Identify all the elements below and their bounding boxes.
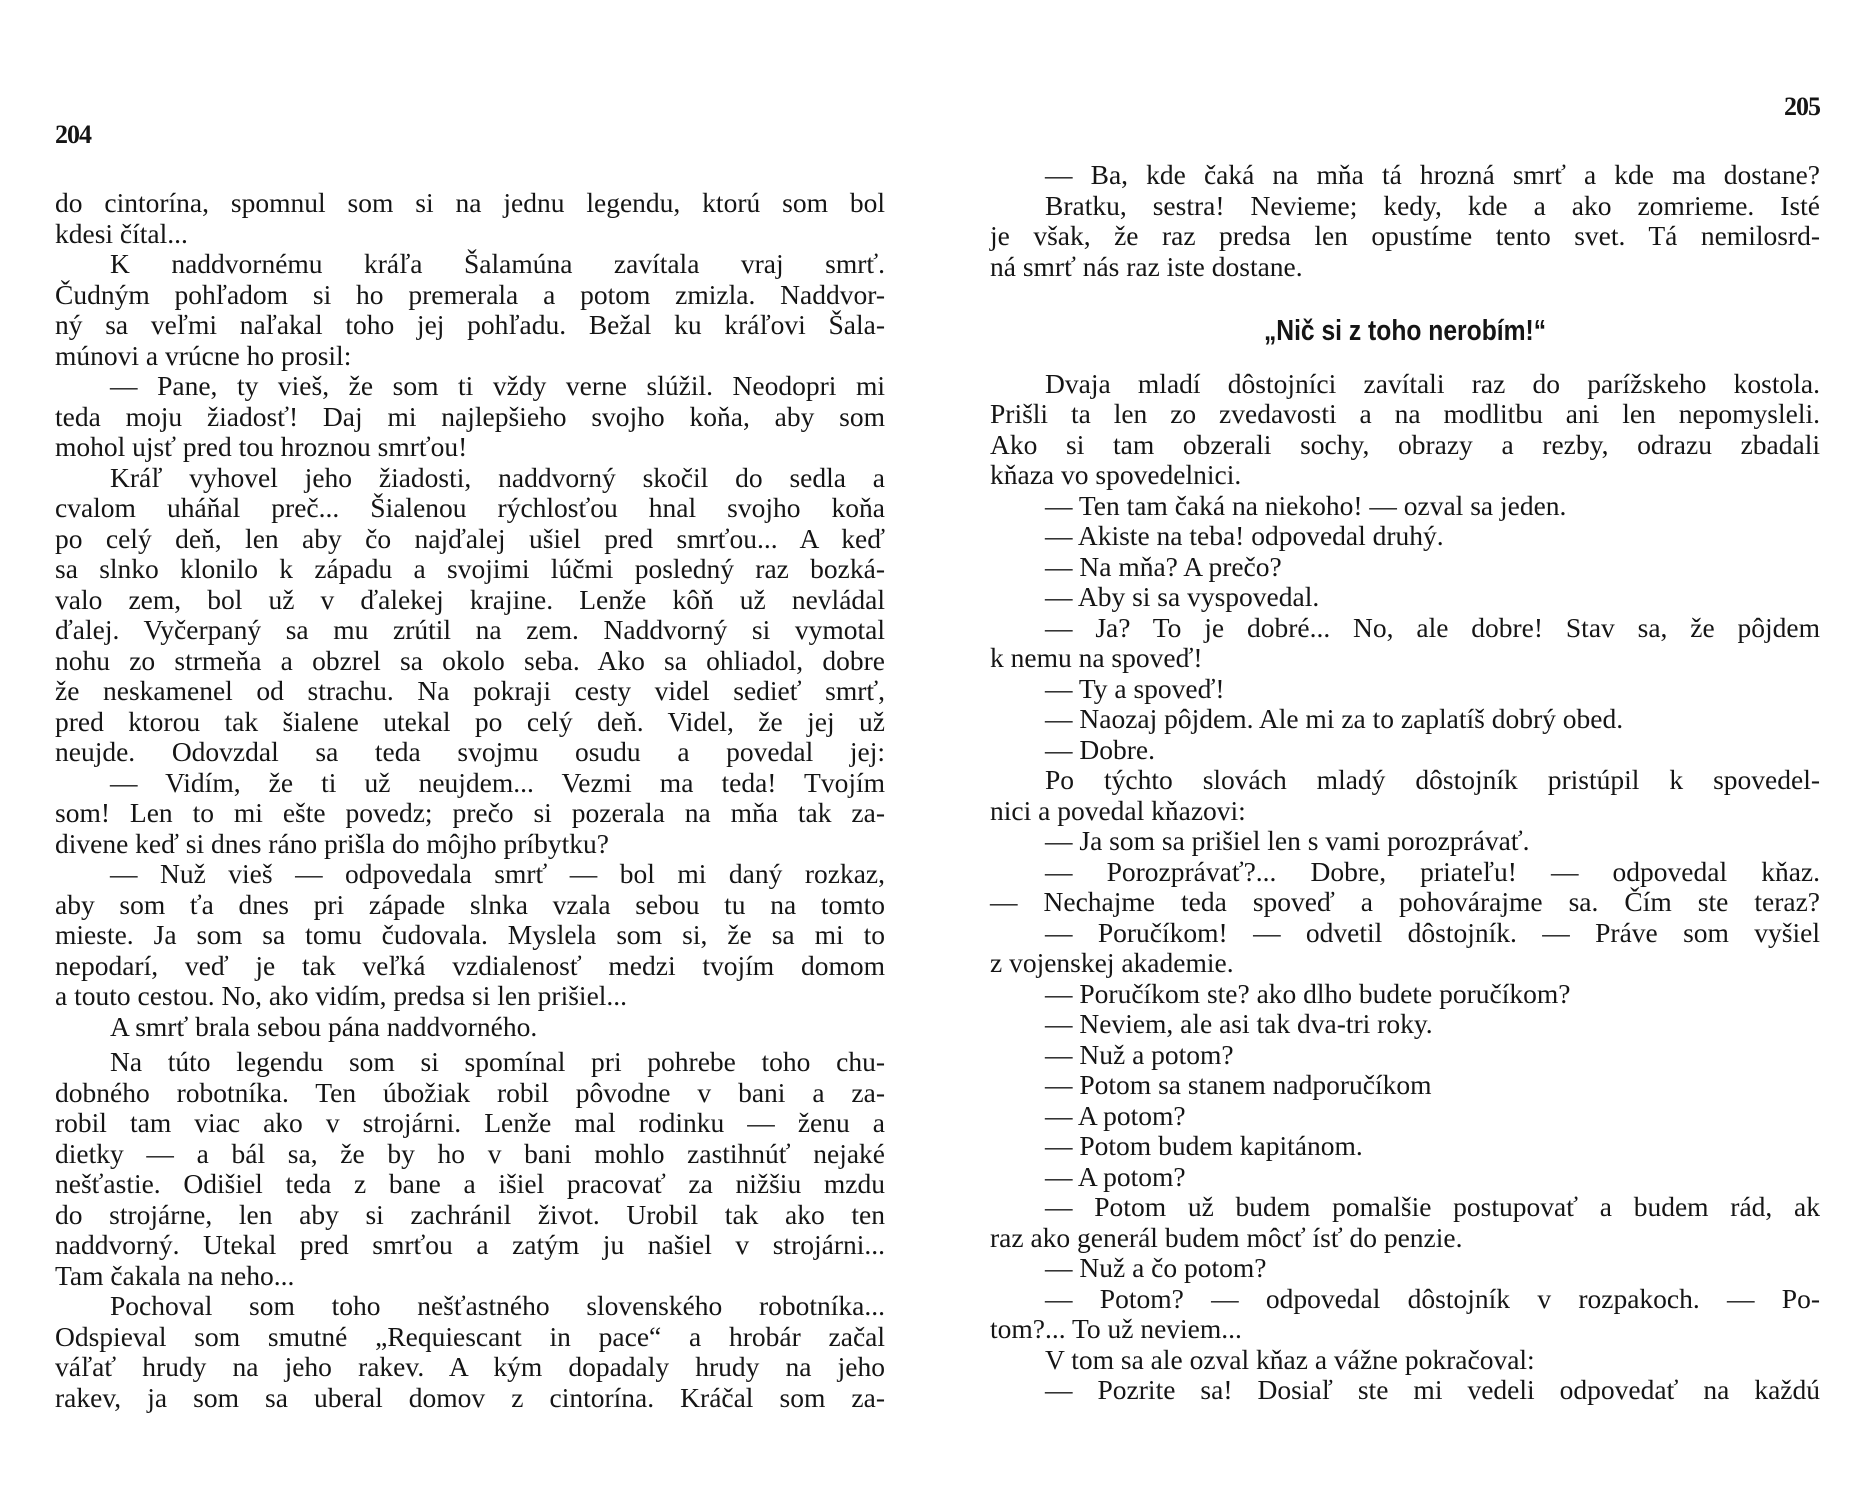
text-line: Bratku, sestra! Nevieme; kedy, kde a ako zomrieme. Isté: [1045, 189, 1820, 221]
text-line: divene keď si dnes ráno prišla do môjho príbytku?: [55, 827, 609, 859]
text-line: — Naozaj pôjdem. Ale mi za to zaplatíš dobrý obed.: [1045, 703, 1624, 734]
text-line: pred ktorou tak šialene utekal po celý deň. Videl, že jej už: [55, 705, 885, 737]
text-line: — Potom sa stanem nadporučíkom: [1045, 1069, 1432, 1100]
text-line: — Potom už budem pomalšie postupovať a budem rád, ak: [1045, 1191, 1820, 1222]
text-line: teda moju žiadosť! Daj mi najlepšieho svojho koňa, aby som: [55, 400, 885, 432]
text-line: — Akiste na teba! odpovedal druhý.: [1045, 520, 1444, 551]
text-line: A smrť brala sebou pána naddvorného.: [110, 1010, 538, 1042]
text-line: — Potom? — odpovedal dôstojník v rozpakoch. — Po-: [1045, 1282, 1820, 1314]
text-line: — Ba, kde čaká na mňa tá hrozná smrť a kde ma dostane?: [1045, 159, 1820, 190]
text-line: — Dobre.: [1045, 733, 1155, 765]
text-line: — Poručíkom ste? ako dlho budete poručíkom?: [1045, 977, 1571, 1009]
text-line: z vojenskej akademie.: [990, 947, 1234, 978]
text-line: — Nuž vieš — odpovedala smrť — bol mi daný rozkaz,: [110, 858, 885, 889]
text-line: V tom sa ale ozval kňaz a vážne pokračoval:: [1045, 1343, 1535, 1375]
text-line: K naddvornému kráľa Šalamúna zavítala vraj smrť.: [110, 248, 885, 279]
text-line: dobného robotníka. Ten úbožiak robil pôvodne v bani a za-: [55, 1076, 885, 1108]
text-line: do cintorína, spomnul som si na jednu legendu, ktorú som bol: [55, 187, 885, 218]
text-line: naddvorný. Utekal pred smrťou a zatým ju našiel v strojárni...: [55, 1229, 885, 1260]
story-body: [990, 369, 1820, 1406]
text-line: robil tam viac ako v strojárni. Lenže mal rodinku — ženu a: [55, 1107, 885, 1138]
text-line: — A potom?: [1045, 1160, 1186, 1192]
text-line: Odspieval som smutné „Requiescant in pace“ a hrobár začal: [55, 1320, 885, 1352]
text-line: — Ja som sa prišiel len s vami porozprávať.: [1045, 825, 1530, 856]
left-page-text: [55, 188, 885, 1413]
text-line: že neskamenel od strachu. Na pokraji cesty videl sedieť smrť,: [55, 675, 885, 706]
text-line: po celý deň, len aby čo najďalej ušiel pred smrťou... A keď: [55, 522, 885, 554]
text-line: mohol ujsť pred tou hroznou smrťou!: [55, 431, 468, 462]
page-number: 205: [1784, 92, 1820, 121]
text-line: nohu zo strmeňa a obzrel sa okolo seba. Ako sa ohliadol, dobre: [55, 644, 885, 676]
text-line: múnovi a vrúcne ho prosil:: [55, 339, 352, 371]
text-line: kdesi čítal...: [55, 217, 188, 249]
text-line: — Ten tam čaká na niekoho! — ozval sa jeden.: [1045, 489, 1567, 521]
text-line: Po týchto slovách mladý dôstojník pristúpil k spovedel-: [1045, 764, 1820, 795]
text-line: som! Len to mi ešte povedz; prečo si pozerala na mňa tak za-: [55, 797, 885, 828]
text-line: ďalej. Vyčerpaný sa mu zrútil na zem. Naddvorný si vymotal: [55, 614, 885, 645]
text-line: Čudným pohľadom si ho premerala a potom zmizla. Naddvor-: [55, 278, 885, 310]
text-line: váľať hrudy na jeho rakev. A kým dopadaly hrudy na jeho: [55, 1351, 885, 1382]
text-line: — Poručíkom! — odvetil dôstojník. — Práve som vyšiel: [1045, 916, 1820, 948]
text-line: tom?... To už neviem...: [990, 1313, 1242, 1344]
text-line: Tam čakala na neho...: [55, 1259, 295, 1291]
text-line: k nemu na spoveď!: [990, 642, 1203, 673]
text-line: mieste. Ja som sa tomu čudovala. Myslela som si, že sa mi to: [55, 919, 885, 950]
text-line: dietky — a bál sa, že by ho v bani mohlo zastihnúť nejaké: [55, 1137, 885, 1169]
text-line: cvalom uháňal preč... Šialenou rýchlosťou hnal svojho koňa: [55, 492, 885, 523]
text-line: Na túto legendu som si spomínal pri pohrebe toho chu-: [110, 1046, 885, 1077]
text-line: — Nuž a čo potom?: [1045, 1252, 1267, 1283]
chapter-heading: „Nič si z toho nerobím!“: [1263, 315, 1547, 347]
text-line: — Nuž a potom?: [1045, 1038, 1234, 1070]
text-line: nici a povedal kňazovi:: [990, 794, 1246, 826]
page-number: 204: [55, 120, 91, 149]
text-line: valo zem, bol už v ďalekej krajine. Lenže kôň už nevládal: [55, 583, 885, 615]
text-line: — Pane, ty vieš, že som ti vždy verne slúžil. Neodopri mi: [110, 370, 885, 401]
text-line: — Ty a spoveď!: [1045, 672, 1225, 704]
text-line: — Porozprávať?... Dobre, priateľu! — odpovedal kňaz.: [1045, 855, 1820, 887]
text-line: ná smrť nás raz iste dostane.: [990, 250, 1303, 282]
text-line: raz ako generál budem môcť ísť do penzie.: [990, 1221, 1463, 1253]
text-line: — Pozrite sa! Dosiaľ ste mi vedeli odpovedať na každú: [1045, 1374, 1820, 1405]
text-line: rakev, ja som sa uberal domov z cintorína. Kráčal som za-: [55, 1381, 885, 1413]
text-line: sa slnko klonilo k západu a svojimi lúčmi posledný raz bozká-: [55, 553, 885, 584]
text-line: — Ja? To je dobré... No, ale dobre! Stav sa, že pôjdem: [1045, 611, 1820, 643]
story-ending-paragraph: [990, 160, 1820, 282]
text-line: Ako si tam obzerali sochy, obrazy a rezby, odrazu zbadali: [990, 428, 1820, 460]
text-line: aby som ťa dnes pri západe slnka vzala sebou tu na tomto: [55, 888, 885, 920]
text-line: Dvaja mladí dôstojníci zavítali raz do parížskeho kostola.: [1045, 367, 1820, 399]
text-line: — Nechajme teda spoveď a pohovárajme sa. Čím ste teraz?: [990, 886, 1820, 917]
text-line: Prišli ta len zo zvedavosti a na modlitbu ani len nepomysleli.: [990, 398, 1820, 429]
right-page-text: [990, 160, 1820, 1406]
text-line: je však, že raz predsa len opustíme tento svet. Tá nemilosrd-: [990, 220, 1820, 251]
text-line: a touto cestou. No, ako vidím, predsa si len prišiel...: [55, 980, 628, 1011]
text-line: — Vidím, že ti už neujdem... Vezmi ma teda! Tvojím: [110, 766, 885, 798]
text-line: nepodarí, veď je tak veľká vzdialenosť medzi tvojím domom: [55, 949, 885, 981]
text-line: — Na mňa? A prečo?: [1045, 550, 1282, 582]
text-line: Pochoval som toho nešťastného slovenského robotníka...: [110, 1290, 885, 1321]
text-line: — Aby si sa vyspovedal.: [1045, 581, 1320, 612]
text-line: nešťastie. Odišiel teda z bane a išiel pracovať za nižšiu mzdu: [55, 1168, 885, 1199]
text-line: — Neviem, ale asi tak dva-tri roky.: [1045, 1008, 1433, 1039]
text-line: neujde. Odovzdal sa teda svojmu osudu a povedal jej:: [55, 736, 885, 767]
text-line: Kráľ vyhovel jeho žiadosti, naddvorný skočil do sedla a: [110, 461, 885, 493]
text-line: kňaza vo spovedelnici.: [990, 459, 1242, 490]
text-line: do strojárne, len aby si zachránil život. Urobil tak ako ten: [55, 1198, 885, 1230]
text-line: — A potom?: [1045, 1099, 1186, 1131]
text-line: ný sa veľmi naľakal toho jej pohľadu. Bežal ku kráľovi Šala-: [55, 309, 885, 340]
text-line: — Potom budem kapitánom.: [1045, 1130, 1363, 1161]
